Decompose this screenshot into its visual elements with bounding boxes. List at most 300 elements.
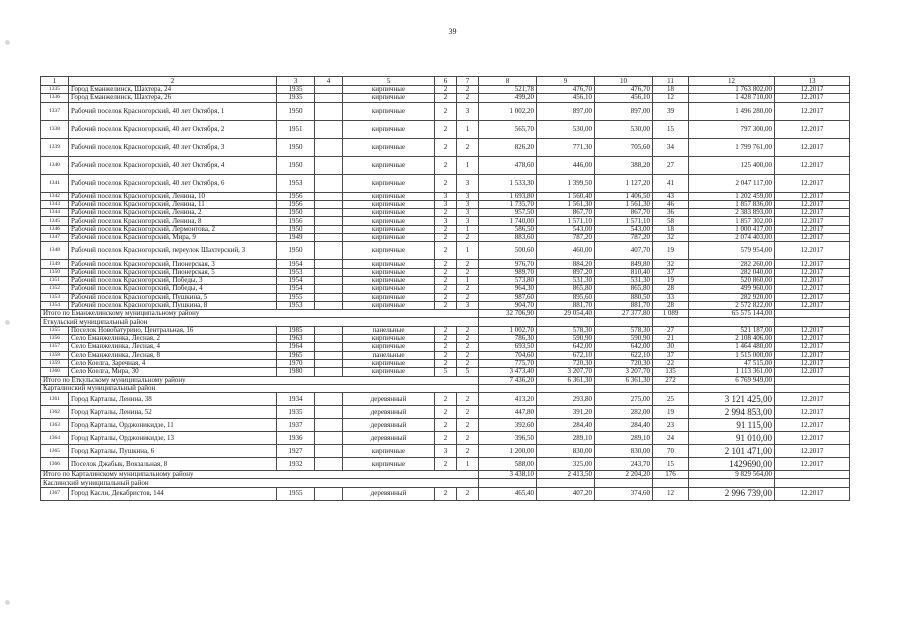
- table-row: [41, 174, 850, 192]
- material-cell: панельные: [343, 351, 435, 359]
- residential-area-cell: 1 406,50: [595, 192, 653, 200]
- material-cell: кирпичные: [343, 174, 435, 192]
- address-cell: Рабочий поселок Красногорский, Ленина, 10: [69, 192, 277, 200]
- empty-cell: [315, 301, 343, 309]
- material-cell: кирпичные: [343, 445, 435, 458]
- table-row: [41, 86, 850, 94]
- living-area-cell: 787,20: [537, 234, 595, 242]
- empty-cell: [315, 458, 343, 471]
- residential-area-cell: 275,00: [595, 393, 653, 406]
- empty-cell: [315, 192, 343, 200]
- year-cell: 1935: [277, 86, 315, 94]
- total-area-cell: 478,60: [479, 156, 537, 174]
- binding-hole-mark: [5, 40, 10, 45]
- table-row: [41, 351, 850, 359]
- binding-hole-mark: [5, 600, 10, 605]
- cost-cell: 1 113 361,00: [689, 368, 775, 376]
- residential-area-cell: 880,50: [595, 293, 653, 301]
- material-cell: деревянный: [343, 487, 435, 500]
- total-area-cell: 586,50: [479, 225, 537, 233]
- address-cell: Рабочий поселок Красногорский, Пионерская, 3: [69, 260, 277, 268]
- residential-area-cell: 578,30: [595, 326, 653, 334]
- row-number: 1366: [41, 458, 69, 471]
- living-area-cell: 1 399,50: [537, 174, 595, 192]
- residential-area-cell: 3 207,70: [595, 368, 653, 376]
- column-number-cell: 6: [435, 77, 457, 86]
- date-cell: 12.2017: [775, 445, 850, 458]
- year-cell: 1954: [277, 285, 315, 293]
- empty-cell: [479, 384, 537, 392]
- entrances-cell: 3: [457, 209, 479, 217]
- floors-cell: 3: [435, 192, 457, 200]
- total-area-cell: 957,50: [479, 209, 537, 217]
- residential-area-cell: 388,20: [595, 156, 653, 174]
- cost-cell: 3 121 425,00: [689, 393, 775, 406]
- floors-cell: 2: [435, 419, 457, 432]
- date-cell: 12.2017: [775, 343, 850, 351]
- cost-cell: 282 920,00: [689, 293, 775, 301]
- cost-cell: 2 074 403,00: [689, 234, 775, 242]
- empty-cell: [595, 318, 653, 326]
- cost-cell: 1 202 459,00: [689, 192, 775, 200]
- year-cell: 1970: [277, 359, 315, 367]
- address-cell: Город Карталы, Орджоникидзе, 11: [69, 419, 277, 432]
- residential-area-cell: 705,60: [595, 138, 653, 156]
- living-area-cell: 720,30: [537, 359, 595, 367]
- empty-cell: [315, 138, 343, 156]
- address-cell: Село Еманжелинка, Лесная, 4: [69, 343, 277, 351]
- cost-cell: 1 857 836,00: [689, 200, 775, 208]
- table-row: [41, 406, 850, 419]
- floors-cell: 2: [435, 406, 457, 419]
- floors-cell: 2: [435, 156, 457, 174]
- living-area-cell: 446,00: [537, 156, 595, 174]
- district-total-value: 3 438,10: [479, 471, 537, 479]
- date-cell: 12.2017: [775, 458, 850, 471]
- empty-cell: [315, 156, 343, 174]
- entrances-cell: 2: [457, 335, 479, 343]
- residential-area-cell: 810,40: [595, 268, 653, 276]
- floors-cell: 2: [435, 335, 457, 343]
- row-number: 1346: [41, 225, 69, 233]
- total-area-cell: 1 200,00: [479, 445, 537, 458]
- row-number: 1362: [41, 406, 69, 419]
- residential-area-cell: 830,00: [595, 445, 653, 458]
- year-cell: 1934: [277, 393, 315, 406]
- entrances-cell: 2: [457, 86, 479, 94]
- row-number: 1347: [41, 234, 69, 242]
- cost-cell: 2 101 471,00: [689, 445, 775, 458]
- residential-area-cell: 1 127,20: [595, 174, 653, 192]
- empty-cell: [315, 406, 343, 419]
- residents-cell: 15: [653, 120, 689, 138]
- district-total-value: 272: [653, 376, 689, 384]
- total-area-cell: 704,60: [479, 351, 537, 359]
- date-cell: 12.2017: [775, 276, 850, 284]
- floors-cell: 2: [435, 301, 457, 309]
- material-cell: деревянный: [343, 432, 435, 445]
- address-cell: Рабочий поселок Красногорский, Мира, 9: [69, 234, 277, 242]
- date-cell: 12.2017: [775, 94, 850, 102]
- table-row: [41, 120, 850, 138]
- total-area-cell: 989,70: [479, 268, 537, 276]
- cost-cell: 2 572 822,00: [689, 301, 775, 309]
- cost-cell: 2 047 117,00: [689, 174, 775, 192]
- residents-cell: 19: [653, 276, 689, 284]
- address-cell: Рабочий поселок Красногорский, Ленина, 11: [69, 200, 277, 208]
- floors-cell: 2: [435, 432, 457, 445]
- column-number-cell: 5: [343, 77, 435, 86]
- district-total-row: [41, 310, 850, 318]
- total-area-cell: 465,40: [479, 487, 537, 500]
- empty-cell: [315, 234, 343, 242]
- table-row: [41, 293, 850, 301]
- table-row: [41, 487, 850, 500]
- district-total-value: 27 377,80: [595, 310, 653, 318]
- floors-cell: 2: [435, 326, 457, 334]
- row-number: 1363: [41, 419, 69, 432]
- empty-cell: [315, 419, 343, 432]
- entrances-cell: 3: [457, 200, 479, 208]
- empty-cell: [315, 445, 343, 458]
- residents-cell: 32: [653, 260, 689, 268]
- address-cell: Рабочий поселок Красногорский, Пушкина, 8: [69, 301, 277, 309]
- material-cell: кирпичные: [343, 102, 435, 120]
- address-cell: Город Еманжелинск, Шахтера, 24: [69, 86, 277, 94]
- address-cell: Рабочий поселок Красногорский, 40 лет Октября, 6: [69, 174, 277, 192]
- entrances-cell: 5: [457, 368, 479, 376]
- material-cell: кирпичные: [343, 276, 435, 284]
- total-area-cell: 588,00: [479, 458, 537, 471]
- empty-cell: [689, 384, 775, 392]
- residential-area-cell: 787,20: [595, 234, 653, 242]
- total-area-cell: 392,60: [479, 419, 537, 432]
- date-cell: 12.2017: [775, 285, 850, 293]
- year-cell: 1932: [277, 458, 315, 471]
- empty-cell: [315, 368, 343, 376]
- total-area-cell: 826,20: [479, 138, 537, 156]
- row-number: 1355: [41, 326, 69, 334]
- entrances-cell: 2: [457, 432, 479, 445]
- year-cell: 1950: [277, 225, 315, 233]
- residents-cell: 70: [653, 445, 689, 458]
- year-cell: 1965: [277, 351, 315, 359]
- entrances-cell: 1: [457, 156, 479, 174]
- year-cell: 1927: [277, 445, 315, 458]
- material-cell: кирпичные: [343, 200, 435, 208]
- table-row: [41, 458, 850, 471]
- district-total-value: 176: [653, 471, 689, 479]
- empty-cell: [775, 479, 850, 487]
- district-total-value: 32 706,90: [479, 310, 537, 318]
- empty-cell: [653, 479, 689, 487]
- column-number-cell: 2: [69, 77, 277, 86]
- entrances-cell: 1: [457, 242, 479, 260]
- material-cell: кирпичные: [343, 209, 435, 217]
- material-cell: кирпичные: [343, 242, 435, 260]
- material-cell: деревянный: [343, 393, 435, 406]
- district-section-row: [41, 384, 850, 392]
- floors-cell: 2: [435, 285, 457, 293]
- living-area-cell: 407,20: [537, 487, 595, 500]
- address-cell: Город Карталы, Ленина, 52: [69, 406, 277, 419]
- year-cell: 1956: [277, 192, 315, 200]
- cost-cell: 91 010,00: [689, 432, 775, 445]
- date-cell: 12.2017: [775, 156, 850, 174]
- residential-area-cell: 243,70: [595, 458, 653, 471]
- year-cell: 1954: [277, 260, 315, 268]
- table-row: [41, 368, 850, 376]
- total-area-cell: 1 533,30: [479, 174, 537, 192]
- empty-cell: [315, 174, 343, 192]
- living-area-cell: 578,30: [537, 326, 595, 334]
- year-cell: 1949: [277, 234, 315, 242]
- table-row: [41, 285, 850, 293]
- material-cell: кирпичные: [343, 268, 435, 276]
- cost-cell: 521 187,00: [689, 326, 775, 334]
- empty-cell: [537, 318, 595, 326]
- empty-cell: [315, 225, 343, 233]
- district-total-label: Итого по Еткульскому муниципальному району: [41, 376, 479, 384]
- year-cell: 1963: [277, 335, 315, 343]
- floors-cell: 2: [435, 487, 457, 500]
- floors-cell: 2: [435, 260, 457, 268]
- total-area-cell: 904,70: [479, 301, 537, 309]
- residential-area-cell: 543,00: [595, 225, 653, 233]
- material-cell: кирпичные: [343, 343, 435, 351]
- address-cell: Рабочий поселок Красногорский, Пионерская, 5: [69, 268, 277, 276]
- living-area-cell: 284,40: [537, 419, 595, 432]
- entrances-cell: 2: [457, 406, 479, 419]
- empty-cell: [315, 242, 343, 260]
- entrances-cell: 2: [457, 293, 479, 301]
- total-area-cell: 413,20: [479, 393, 537, 406]
- residents-cell: 135: [653, 368, 689, 376]
- empty-cell: [689, 318, 775, 326]
- cost-cell: 1 515 000,00: [689, 351, 775, 359]
- column-number-row: [41, 77, 850, 86]
- address-cell: Рабочий поселок Красногорский, Победы, 4: [69, 285, 277, 293]
- table-row: [41, 209, 850, 217]
- year-cell: 1950: [277, 102, 315, 120]
- entrances-cell: 3: [457, 217, 479, 225]
- living-area-cell: 830,00: [537, 445, 595, 458]
- table-row: [41, 102, 850, 120]
- table-row: [41, 94, 850, 102]
- year-cell: 1936: [277, 432, 315, 445]
- empty-cell: [315, 200, 343, 208]
- district-total-value: 2 204,20: [595, 471, 653, 479]
- cost-cell: 797 300,00: [689, 120, 775, 138]
- floors-cell: 2: [435, 225, 457, 233]
- address-cell: Рабочий поселок Красногорский, Ленина, 8: [69, 217, 277, 225]
- empty-cell: [315, 285, 343, 293]
- row-number: 1343: [41, 200, 69, 208]
- residents-cell: 22: [653, 359, 689, 367]
- table-row: [41, 200, 850, 208]
- row-number: 1351: [41, 276, 69, 284]
- district-section-label: Карталинский муниципальный район: [41, 384, 479, 392]
- residential-area-cell: 456,10: [595, 94, 653, 102]
- table-row: [41, 343, 850, 351]
- residential-area-cell: 881,70: [595, 301, 653, 309]
- year-cell: 1950: [277, 209, 315, 217]
- total-area-cell: 565,70: [479, 120, 537, 138]
- living-area-cell: 672,10: [537, 351, 595, 359]
- floors-cell: 2: [435, 209, 457, 217]
- cost-cell: 1 464 480,00: [689, 343, 775, 351]
- district-total-value: 6 769 949,00: [689, 376, 775, 384]
- column-number-cell: 1: [41, 77, 69, 86]
- residents-cell: 58: [653, 217, 689, 225]
- table-row: [41, 301, 850, 309]
- living-area-cell: 531,30: [537, 276, 595, 284]
- residents-cell: 19: [653, 242, 689, 260]
- entrances-cell: 3: [457, 192, 479, 200]
- residents-cell: 23: [653, 419, 689, 432]
- entrances-cell: 2: [457, 268, 479, 276]
- district-total-value: 6 361,30: [595, 376, 653, 384]
- total-area-cell: 3 473,40: [479, 368, 537, 376]
- district-total-label: Итого по Карталинскому муниципальному району: [41, 471, 479, 479]
- residents-cell: 12: [653, 487, 689, 500]
- column-number-cell: 10: [595, 77, 653, 86]
- cost-cell: 1 857 302,00: [689, 217, 775, 225]
- district-total-value: 1 089: [653, 310, 689, 318]
- year-cell: 1980: [277, 368, 315, 376]
- cost-cell: 1 000 417,00: [689, 225, 775, 233]
- table-row: [41, 393, 850, 406]
- total-area-cell: 573,80: [479, 276, 537, 284]
- date-cell: 12.2017: [775, 335, 850, 343]
- living-area-cell: 881,70: [537, 301, 595, 309]
- empty-cell: [315, 268, 343, 276]
- material-cell: кирпичные: [343, 368, 435, 376]
- table-row: [41, 335, 850, 343]
- total-area-cell: 447,80: [479, 406, 537, 419]
- living-area-cell: 897,20: [537, 268, 595, 276]
- address-cell: Село Коелга, Заречная, 4: [69, 359, 277, 367]
- date-cell: 12.2017: [775, 174, 850, 192]
- material-cell: кирпичные: [343, 138, 435, 156]
- material-cell: кирпичные: [343, 225, 435, 233]
- residential-area-cell: 897,00: [595, 102, 653, 120]
- address-cell: Город Карталы, Ленина, 38: [69, 393, 277, 406]
- date-cell: 12.2017: [775, 86, 850, 94]
- empty-cell: [315, 86, 343, 94]
- cost-cell: 2 108 406,00: [689, 335, 775, 343]
- district-total-label: Итого по Еманжелинскому муниципальному району: [41, 310, 479, 318]
- empty-cell: [689, 479, 775, 487]
- year-cell: 1935: [277, 94, 315, 102]
- district-section-row: [41, 479, 850, 487]
- cost-cell: 520 860,00: [689, 276, 775, 284]
- residents-cell: 36: [653, 209, 689, 217]
- empty-cell: [315, 293, 343, 301]
- floors-cell: 5: [435, 368, 457, 376]
- floors-cell: 2: [435, 393, 457, 406]
- date-cell: 12.2017: [775, 260, 850, 268]
- table-row: [41, 419, 850, 432]
- empty-cell: [315, 94, 343, 102]
- entrances-cell: 2: [457, 351, 479, 359]
- floors-cell: 2: [435, 351, 457, 359]
- address-cell: Рабочий поселок Красногорский, Ленина, 2: [69, 209, 277, 217]
- date-cell: 12.2017: [775, 359, 850, 367]
- district-total-value: 7 436,20: [479, 376, 537, 384]
- floors-cell: 2: [435, 102, 457, 120]
- address-cell: Рабочий поселок Красногорский, Победы, 3: [69, 276, 277, 284]
- empty-cell: [653, 318, 689, 326]
- residents-cell: 24: [653, 432, 689, 445]
- empty-cell: [479, 318, 537, 326]
- floors-cell: 2: [435, 343, 457, 351]
- total-area-cell: 693,50: [479, 343, 537, 351]
- total-area-cell: 1 002,70: [479, 326, 537, 334]
- empty-cell: [315, 359, 343, 367]
- address-cell: Село Коелга, Мира, 30: [69, 368, 277, 376]
- cost-cell: 1 428 710,00: [689, 94, 775, 102]
- entrances-cell: 3: [457, 301, 479, 309]
- date-cell: 12.2017: [775, 487, 850, 500]
- date-cell: 12.2017: [775, 138, 850, 156]
- material-cell: кирпичные: [343, 234, 435, 242]
- district-section-row: [41, 318, 850, 326]
- entrances-cell: 1: [457, 225, 479, 233]
- district-total-value: 6 361,30: [537, 376, 595, 384]
- address-cell: Рабочий поселок Красногорский, Пушкина, 5: [69, 293, 277, 301]
- district-section-label: Каслинский муниципальный район: [41, 479, 479, 487]
- material-cell: кирпичные: [343, 86, 435, 94]
- table-row: [41, 432, 850, 445]
- entrances-cell: 2: [457, 359, 479, 367]
- living-area-cell: 897,00: [537, 102, 595, 120]
- table-row: [41, 192, 850, 200]
- material-cell: панельные: [343, 326, 435, 334]
- residents-cell: 30: [653, 343, 689, 351]
- entrances-cell: 2: [457, 260, 479, 268]
- row-number: 1344: [41, 209, 69, 217]
- residential-area-cell: 642,00: [595, 343, 653, 351]
- material-cell: кирпичные: [343, 192, 435, 200]
- housing-register-table: [40, 76, 850, 501]
- cost-cell: 91 115,00: [689, 419, 775, 432]
- year-cell: 1935: [277, 406, 315, 419]
- empty-cell: [315, 326, 343, 334]
- material-cell: кирпичные: [343, 94, 435, 102]
- address-cell: Рабочий поселок Красногорский, Лермонтова, 2: [69, 225, 277, 233]
- residential-area-cell: 282,00: [595, 406, 653, 419]
- year-cell: 1953: [277, 268, 315, 276]
- date-cell: 12.2017: [775, 200, 850, 208]
- row-number: 1338: [41, 120, 69, 138]
- year-cell: 1956: [277, 200, 315, 208]
- entrances-cell: 3: [457, 102, 479, 120]
- empty-cell: [775, 318, 850, 326]
- residents-cell: 34: [653, 138, 689, 156]
- address-cell: Поселок Новобатурино, Центральная, 16: [69, 326, 277, 334]
- date-cell: 12.2017: [775, 217, 850, 225]
- floors-cell: 2: [435, 174, 457, 192]
- entrances-cell: 2: [457, 138, 479, 156]
- living-area-cell: 1 561,30: [537, 200, 595, 208]
- living-area-cell: 3 207,70: [537, 368, 595, 376]
- address-cell: Город Касли, Декабристов, 144: [69, 487, 277, 500]
- residential-area-cell: 720,30: [595, 359, 653, 367]
- row-number: 1365: [41, 445, 69, 458]
- empty-cell: [315, 351, 343, 359]
- residents-cell: 46: [653, 200, 689, 208]
